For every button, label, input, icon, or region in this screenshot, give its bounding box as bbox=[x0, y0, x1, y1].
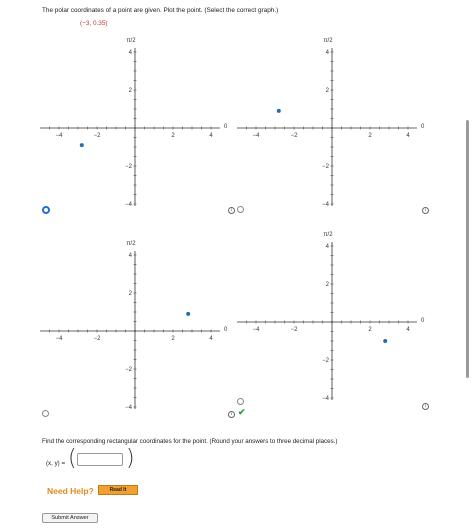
graph-a-plot bbox=[40, 30, 230, 208]
angle-pi-over-2-label: π/2 bbox=[323, 232, 333, 238]
y-tick-label: 2 bbox=[325, 282, 329, 288]
x-tick-label: −4 bbox=[252, 133, 260, 139]
info-icon[interactable]: i bbox=[228, 207, 235, 214]
xy-label: (x, y) = bbox=[46, 460, 66, 467]
x-tick-label: 2 bbox=[171, 336, 175, 342]
radio-option-c[interactable] bbox=[42, 410, 49, 417]
info-icon[interactable]: i bbox=[228, 411, 235, 418]
angle-zero-label: 0 bbox=[421, 318, 425, 324]
graph-b-plot bbox=[237, 30, 427, 208]
y-tick-label: −2 bbox=[322, 164, 329, 170]
read-it-button[interactable]: Read It bbox=[98, 485, 138, 495]
submit-answer-button[interactable]: Submit Answer bbox=[42, 513, 98, 523]
y-tick-label: −4 bbox=[322, 202, 329, 208]
right-paren-icon: ) bbox=[126, 446, 135, 471]
graph-d-plot bbox=[237, 224, 427, 402]
graph-option-a bbox=[40, 30, 230, 208]
x-tick-label: −4 bbox=[252, 327, 260, 333]
polar-coordinates: (−3, 0.35) bbox=[80, 20, 108, 27]
x-tick-label: −2 bbox=[290, 327, 298, 333]
x-tick-label: 2 bbox=[171, 133, 175, 139]
graph-option-d bbox=[237, 224, 427, 402]
y-tick-label: −4 bbox=[322, 396, 329, 402]
plotted-point bbox=[80, 143, 84, 147]
x-tick-label: 2 bbox=[368, 327, 372, 333]
x-tick-label: −2 bbox=[290, 133, 298, 139]
y-tick-label: 4 bbox=[128, 253, 132, 259]
y-tick-label: −2 bbox=[322, 358, 329, 364]
y-tick-label: −2 bbox=[125, 367, 132, 373]
x-tick-label: −2 bbox=[93, 336, 101, 342]
graph-c-plot bbox=[40, 233, 230, 411]
x-tick-label: 4 bbox=[209, 336, 213, 342]
plotted-point bbox=[186, 312, 190, 316]
x-tick-label: 4 bbox=[406, 327, 410, 333]
radio-option-d[interactable] bbox=[237, 398, 244, 405]
angle-zero-label: 0 bbox=[224, 327, 228, 333]
plotted-point bbox=[277, 109, 281, 113]
x-tick-label: −4 bbox=[55, 133, 63, 139]
question-prompt: The polar coordinates of a point are given. Plot the point. (Select the correct graph.) bbox=[42, 7, 279, 14]
y-tick-label: 2 bbox=[325, 88, 329, 94]
graph-option-b bbox=[237, 30, 427, 208]
x-tick-label: 2 bbox=[368, 133, 372, 139]
y-tick-label: −4 bbox=[125, 202, 132, 208]
radio-option-b[interactable] bbox=[237, 206, 244, 213]
y-tick-label: 4 bbox=[325, 244, 329, 250]
plotted-point bbox=[383, 339, 387, 343]
scrollbar[interactable] bbox=[466, 120, 469, 378]
radio-option-a[interactable] bbox=[42, 206, 50, 214]
x-tick-label: −2 bbox=[93, 133, 101, 139]
left-paren-icon: ( bbox=[68, 446, 77, 471]
angle-zero-label: 0 bbox=[421, 124, 425, 130]
followup-prompt: Find the corresponding rectangular coordinates for the point. (Round your answers to three decimal places.) bbox=[42, 438, 338, 445]
graph-option-c bbox=[40, 233, 230, 411]
x-tick-label: 4 bbox=[209, 133, 213, 139]
angle-zero-label: 0 bbox=[224, 124, 228, 130]
rectangular-coordinates-input[interactable] bbox=[77, 453, 123, 466]
y-tick-label: 2 bbox=[128, 291, 132, 297]
x-tick-label: −4 bbox=[55, 336, 63, 342]
x-tick-label: 4 bbox=[406, 133, 410, 139]
y-tick-label: −2 bbox=[125, 164, 132, 170]
y-tick-label: −4 bbox=[125, 405, 132, 411]
angle-pi-over-2-label: π/2 bbox=[126, 241, 136, 247]
info-icon[interactable]: i bbox=[422, 207, 429, 214]
check-mark-icon: ✔ bbox=[238, 407, 246, 417]
y-tick-label: 2 bbox=[128, 88, 132, 94]
y-tick-label: 4 bbox=[128, 50, 132, 56]
angle-pi-over-2-label: π/2 bbox=[126, 38, 136, 44]
angle-pi-over-2-label: π/2 bbox=[323, 38, 333, 44]
need-help-label: Need Help? bbox=[47, 486, 94, 496]
y-tick-label: 4 bbox=[325, 50, 329, 56]
info-icon[interactable]: i bbox=[422, 403, 429, 410]
